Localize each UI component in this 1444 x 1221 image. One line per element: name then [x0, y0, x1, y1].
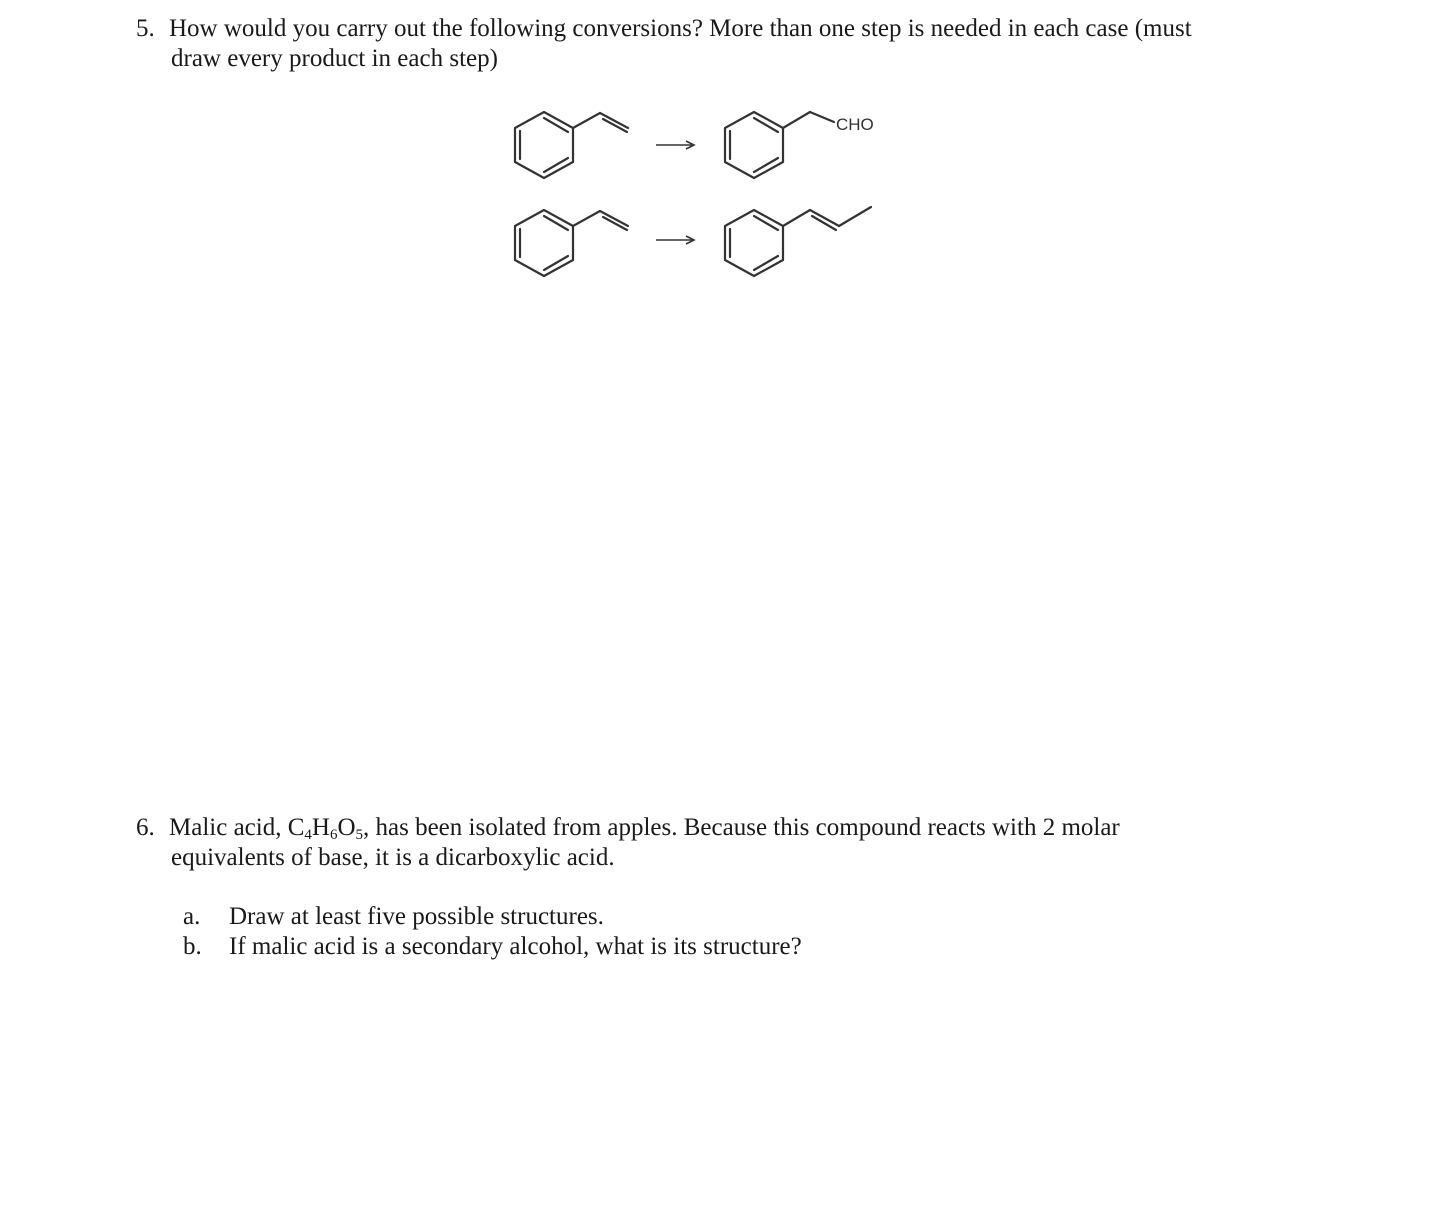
question-6 — [136, 813, 1246, 873]
subpart-b — [183, 932, 802, 962]
question-5-line-2: draw every product in each step) — [171, 45, 498, 72]
question-6-subparts — [183, 902, 802, 962]
formula-o: O — [337, 814, 356, 841]
cho-label: CHO — [836, 115, 874, 134]
question-5-line-1 — [136, 14, 1246, 44]
reactant-2-styrene — [515, 210, 628, 276]
subpart-a — [183, 902, 802, 932]
formula-h: H — [311, 814, 330, 841]
reaction-arrow-1 — [656, 141, 694, 149]
subpart-a-text: Draw at least five possible structures. — [229, 903, 604, 930]
subpart-b-text: If malic acid is a secondary alcohol, what is its structure? — [229, 933, 802, 960]
question-6-text-1a: Malic acid, C — [169, 814, 305, 841]
question-5-number: 5. — [136, 15, 155, 42]
subpart-a-label: a. — [183, 903, 201, 930]
formula-subscript-h: 6 — [329, 827, 338, 843]
product-1-phenylacetaldehyde — [725, 112, 874, 178]
question-6-text-1b: , has been isolated from apples. Because this compound reacts with 2 molar — [363, 814, 1120, 841]
subpart-b-label: b. — [183, 933, 202, 960]
reactant-1-styrene — [515, 112, 628, 178]
question-5 — [136, 14, 1246, 74]
formula-subscript-c: 4 — [304, 827, 312, 843]
question-5-text-1: How would you carry out the following conversions? More than one step is needed in each case (must — [169, 15, 1192, 42]
question-6-line-2: equivalents of base, it is a dicarboxylic acid. — [171, 844, 615, 871]
reaction-arrow-2 — [656, 236, 694, 244]
question-6-number: 6. — [136, 814, 155, 841]
product-2-phenylbutene — [725, 207, 871, 276]
formula-subscript-o: 5 — [355, 827, 364, 843]
reaction-scheme — [500, 95, 900, 295]
question-6-line-1 — [136, 813, 1246, 843]
